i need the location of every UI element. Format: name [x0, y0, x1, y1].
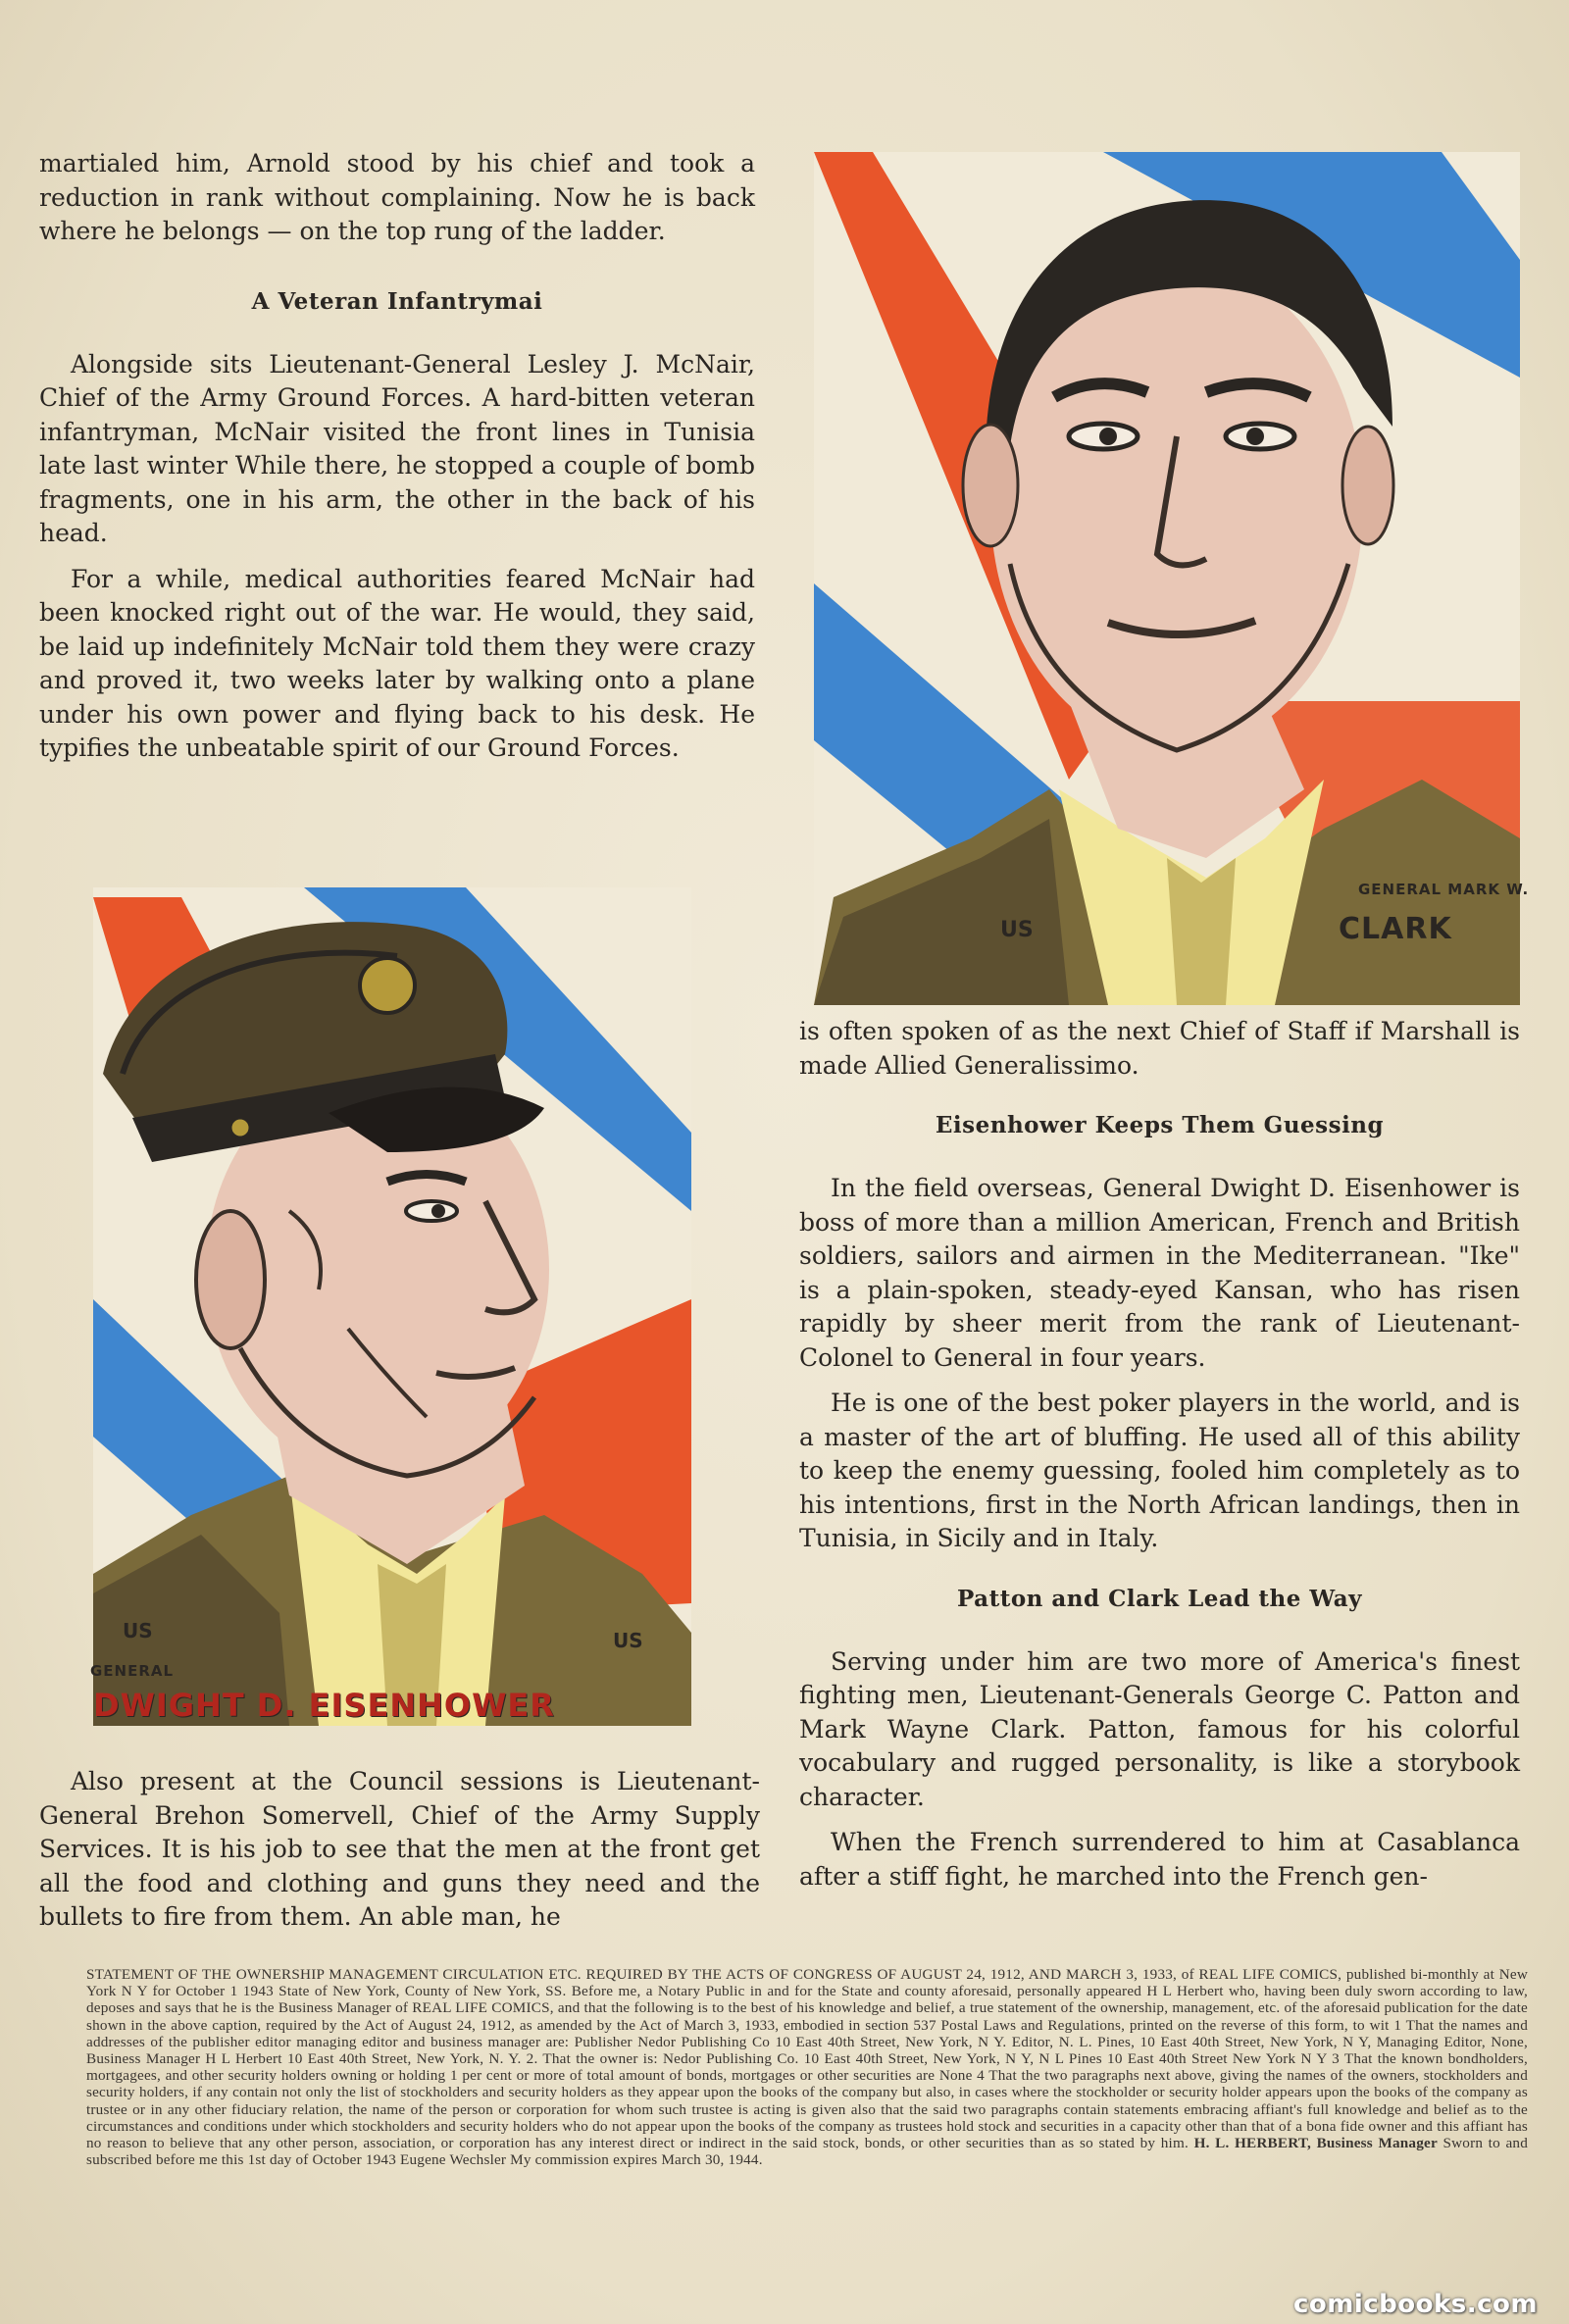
- clark-caption-name: CLARK: [1339, 912, 1452, 946]
- paragraph: is often spoken of as the next Chief of Staff if Marshall is made Allied Generalissimo.: [799, 1017, 1520, 1080]
- section-heading: Eisenhower Keeps Them Guessing: [935, 1112, 1385, 1138]
- paragraph: martialed him, Arnold stood by his chief and took a reduction in rank without complaining. Now he is back where he belongs — on the top rung of the ladder.: [39, 149, 755, 245]
- paragraph: Also present at the Council sessions is Lieutenant-General Brehon Somervell, Chief of the Army Supply Services. It is his job to see that the men at the front get all the food and clothing and guns they need and the bullets to fire from them. An able man, he: [39, 1767, 760, 1931]
- left-column-text: [39, 147, 755, 778]
- right-column-text: [799, 1015, 1520, 1905]
- eisenhower-caption-name: DWIGHT D. EISENHOWER: [93, 1687, 555, 1724]
- svg-text:US: US: [1000, 918, 1034, 942]
- paragraph: Alongside sits Lieutenant-General Lesley J. McNair, Chief of the Army Ground Forces. A hard-bitten veteran infantryman, McNair visited the front lines in Tunisia late last winter While there, he stopped a couple of bomb fragments, one in his arm, the other in the back of his head.: [39, 349, 755, 547]
- paragraph: He is one of the best poker players in the world, and is a master of the art of bluffing. He used all of this ability to keep the enemy guessing, fooled him completely as to his intentions, first in the North African landings, then in Tunisia, in Sicily and in Italy.: [799, 1389, 1520, 1552]
- paragraph: Serving under him are two more of America's finest fighting men, Lieutenant-Generals George C. Patton and Mark Wayne Clark. Patton, famous for his colorful vocabulary and rugged personality, is like a storybook character.: [799, 1646, 1520, 1811]
- eisenhower-illustration: [93, 887, 691, 1726]
- statement-signature: H. L. HERBERT, Business Manager: [1193, 2135, 1438, 2152]
- portrait-mark-clark: [814, 152, 1520, 1005]
- site-watermark: comicbooks.com: [1292, 2290, 1538, 2319]
- paragraph: For a while, medical authorities feared McNair had been knocked right out of the war. He would, they said, be laid up indefinitely McNair told them they were crazy and proved it, two weeks later by walking onto a plane under his own power and flying back to his desk. He typifies the unbeatable spirit of our Ground Forces.: [39, 564, 755, 762]
- svg-text:US: US: [613, 1629, 643, 1652]
- paragraph: In the field overseas, General Dwight D. Eisenhower is boss of more than a million American, French and British soldiers, sailors and airmen in the Mediterranean. "Ike" is a plain-spoken, steady-eyed Kansan, who has risen rapidly by sheer merit from the rank of Lieutenant-Colonel to General in four years.: [799, 1174, 1520, 1372]
- paragraph: When the French surrendered to him at Casablanca after a stiff fight, he marched into the French gen-: [799, 1828, 1520, 1891]
- clark-illustration: [814, 152, 1520, 1005]
- statement-sworn: Sworn to and subscribed before me this 1st day of October 1943 Eugene Wechsler My commission expires March 30, 1944.: [86, 2135, 1528, 2169]
- portrait-dwight-eisenhower: [93, 887, 691, 1726]
- eisenhower-caption-rank: GENERAL: [90, 1662, 175, 1680]
- section-heading: Patton and Clark Lead the Way: [956, 1585, 1362, 1612]
- clark-caption-rank: GENERAL MARK W.: [1358, 881, 1530, 898]
- section-heading: A Veteran Infantrymai: [251, 287, 543, 315]
- svg-text:US: US: [123, 1619, 153, 1642]
- ownership-statement: [86, 1966, 1528, 2168]
- left-bottom-text: [39, 1765, 760, 1946]
- statement-body: STATEMENT OF THE OWNERSHIP MANAGEMENT CIRCULATION ETC. REQUIRED BY THE ACTS OF CONGRESS OF AUGUST 24, 1912, AND MARCH 3, 1933, of REAL LIFE COMICS, published bi-monthly at New York N Y for October 1 1943 State of New York, County of New York, SS. Before me, a Notary Public in and for the State and county aforesaid, personally appeared H L Herbert who, having been duly sworn according to law, deposes and says that he is the Business Manager of REAL LIFE COMICS, and that the following is to the best of his knowledge and belief, a true statement of the ownership, management, etc. of the aforesaid publication for the date shown in the above caption, required by the Act of August 24, 1912, as amended by the Act of March 3, 1933, embodied in section 537 Postal Laws and Regulations, printed on the reverse of this form, to wit 1 That the names and addresses of the publisher editor managing editor and business manager are: Publisher Nedor Publishing Co 10 East 40th Street, New York, N Y. Editor, N. L. Pines, 10 East 40th Street, New York, N Y, Managing Editor, None, Business Manager H L Herbert 10 East 40th Street, New York, N. Y. 2. That the owner is: Nedor Publishing Co. 10 East 40th Street, New York, N Y, N L Pines 10 East 40th Street New York N Y 3 That the known bondholders, mortgagees, and other security holders owning or holding 1 per cent or more of total amount of bonds, mortgages or other securities are None 4 That the two paragraphs next above, giving the names of the owners, stockholders and security holders, if any contain not only the list of stockholders and security holders as they appear upon the books of the company but also, in cases where the stockholder or security holder appears upon the books of the company as trustee or in any other fiduciary relation, the name of the person or corporation for whom such trustee is acting is given also that the said two paragraphs contain statements embracing affiant's full knowledge and belief as to the circumstances and conditions under which stockholders and security holders who do not appear upon the books of the company as trustees hold stock and securities in a capacity other than that of a bona fide owner and this affiant has no reason to believe that any other person, association, or corporation has any interest direct or indirect in the said stock, bonds, or other securities than as so stated by him.: [86, 1966, 1528, 2152]
